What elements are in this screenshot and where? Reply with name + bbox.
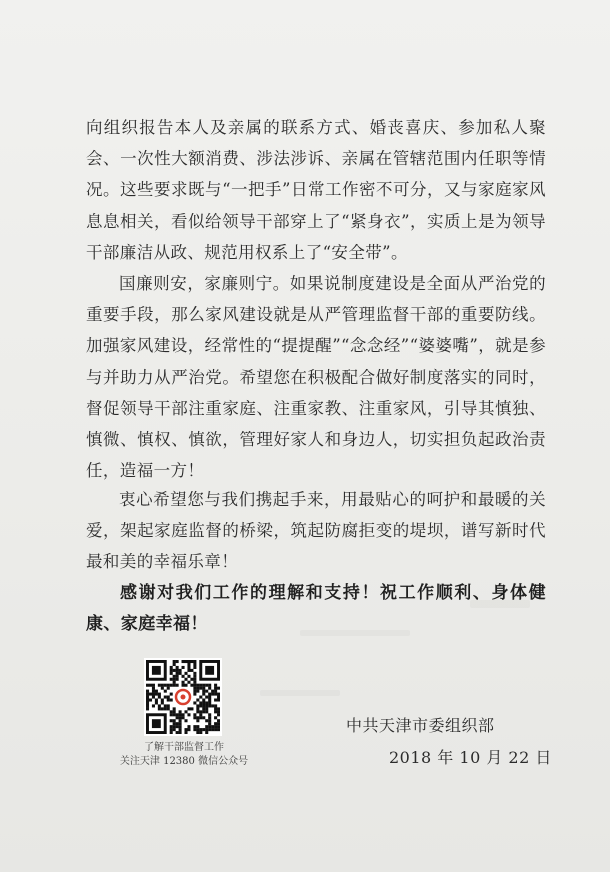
qr-module: [179, 725, 182, 728]
qr-module: [152, 696, 155, 699]
qr-module: [208, 693, 211, 696]
qr-module: [179, 719, 182, 722]
qr-module: [170, 684, 173, 687]
qr-module: [199, 710, 202, 713]
qr-module: [199, 716, 202, 719]
qr-module: [176, 678, 179, 681]
qr-finder-pattern: [205, 666, 214, 675]
qr-module: [214, 698, 217, 701]
qr-module: [164, 704, 167, 707]
letter-paragraph-1: 向组织报告本人及亲属的联系方式、婚丧喜庆、参加私人聚会、一次性大额消费、涉法涉诉、亲属在管辖范围内任职等情况。这些要求既与“一把手”日常工作密不可分，又与家庭家风息息相关，看似给领导干部穿上了“紧身衣”，实质上是为领导干部廉洁从政、规范用权系上了“安全带”。: [86, 118, 546, 262]
qr-module: [164, 684, 167, 687]
qr-module: [193, 728, 196, 731]
show-through-mark: [260, 690, 340, 696]
qr-module: [190, 684, 193, 687]
qr-module: [173, 684, 176, 687]
qr-module: [182, 713, 185, 716]
qr-module: [149, 684, 152, 687]
qr-module: [208, 716, 211, 719]
qr-finder-pattern: [152, 666, 161, 675]
qr-module: [193, 690, 196, 693]
qr-module: [146, 701, 149, 704]
qr-module: [193, 713, 196, 716]
qr-module: [164, 707, 167, 710]
qr-module: [187, 675, 190, 678]
qr-module: [217, 725, 220, 728]
qr-module: [179, 669, 182, 672]
qr-module: [187, 728, 190, 731]
qr-module: [173, 728, 176, 731]
qr-module: [152, 687, 155, 690]
qr-module: [187, 663, 190, 666]
qr-module: [161, 701, 164, 704]
qr-module: [155, 690, 158, 693]
qr-module: [205, 704, 208, 707]
qr-module: [184, 710, 187, 713]
qr-module: [155, 693, 158, 696]
qr-module: [193, 675, 196, 678]
qr-module: [173, 722, 176, 725]
qr-module: [146, 704, 149, 707]
qr-module: [190, 669, 193, 672]
qr-module: [170, 710, 173, 713]
qr-module: [149, 698, 152, 701]
qr-module: [176, 672, 179, 675]
qr-module: [217, 728, 220, 731]
qr-module: [211, 693, 214, 696]
qr-module: [199, 704, 202, 707]
qr-module: [205, 701, 208, 704]
qr-module: [173, 725, 176, 728]
qr-module: [158, 704, 161, 707]
qr-module: [179, 710, 182, 713]
qr-module: [202, 690, 205, 693]
qr-caption-line-1: 了解干部监督工作: [144, 742, 224, 753]
qr-module: [176, 684, 179, 687]
qr-module: [176, 660, 179, 663]
qr-module: [170, 728, 173, 731]
qr-module: [158, 707, 161, 710]
closing-greeting: 感谢对我们工作的理解和支持！祝工作顺利、身体健康、家庭幸福！: [86, 583, 546, 635]
qr-module: [167, 687, 170, 690]
qr-module: [190, 678, 193, 681]
qr-module: [196, 719, 199, 722]
qr-module: [217, 719, 220, 722]
qr-module: [176, 713, 179, 716]
qr-module: [193, 672, 196, 675]
qr-module: [202, 701, 205, 704]
qr-module: [173, 678, 176, 681]
qr-module: [179, 722, 182, 725]
qr-module: [173, 669, 176, 672]
qr-module: [161, 687, 164, 690]
qr-module: [155, 698, 158, 701]
qr-module: [196, 698, 199, 701]
qr-module: [146, 696, 149, 699]
qr-module: [152, 690, 155, 693]
qr-module: [187, 660, 190, 663]
qr-module: [173, 681, 176, 684]
qr-module: [187, 669, 190, 672]
qr-module: [217, 713, 220, 716]
qr-module: [217, 693, 220, 696]
qr-module: [202, 684, 205, 687]
qr-module: [167, 704, 170, 707]
qr-center-logo-dot: [181, 695, 186, 700]
qr-module: [193, 716, 196, 719]
qr-module: [199, 713, 202, 716]
qr-module: [193, 678, 196, 681]
qr-module: [152, 704, 155, 707]
qr-module: [164, 690, 167, 693]
qr-module: [199, 731, 202, 734]
qr-module: [217, 698, 220, 701]
qr-module: [205, 707, 208, 710]
qr-module: [214, 704, 217, 707]
qr-module: [214, 687, 217, 690]
qr-module: [196, 690, 199, 693]
qr-module: [182, 660, 185, 663]
qr-module: [182, 684, 185, 687]
qr-module: [158, 696, 161, 699]
qr-module: [187, 681, 190, 684]
qr-module: [217, 722, 220, 725]
qr-module: [184, 728, 187, 731]
qr-module: [205, 731, 208, 734]
qr-module: [146, 698, 149, 701]
qr-module: [170, 666, 173, 669]
qr-module: [176, 725, 179, 728]
qr-module: [182, 675, 185, 678]
letter-paragraph-3: 衷心希望您与我们携起手来，用最贴心的呵护和最暖的关爱，架起家庭监督的桥梁，筑起防腐拒变的堤坝，谱写新时代最和美的幸福乐章！: [86, 490, 546, 572]
qr-module: [214, 707, 217, 710]
qr-module: [196, 725, 199, 728]
qr-module: [196, 687, 199, 690]
qr-module: [214, 710, 217, 713]
qr-module: [205, 710, 208, 713]
qr-module: [158, 684, 161, 687]
qr-module: [193, 660, 196, 663]
qr-module: [217, 696, 220, 699]
qr-module: [164, 696, 167, 699]
qr-module: [196, 728, 199, 731]
qr-finder-pattern: [152, 719, 161, 728]
qr-module: [170, 669, 173, 672]
qr-module: [179, 731, 182, 734]
qr-module: [217, 707, 220, 710]
qr-module: [193, 725, 196, 728]
qr-module: [199, 684, 202, 687]
qr-module: [202, 710, 205, 713]
qr-module: [161, 707, 164, 710]
qr-module: [182, 716, 185, 719]
qr-module: [170, 698, 173, 701]
qr-module: [187, 707, 190, 710]
qr-module: [214, 684, 217, 687]
qr-module: [173, 675, 176, 678]
qr-module: [214, 725, 217, 728]
qr-module: [167, 684, 170, 687]
qr-module: [217, 687, 220, 690]
qr-module: [205, 690, 208, 693]
qr-module: [193, 687, 196, 690]
qr-module: [208, 698, 211, 701]
qr-module: [176, 716, 179, 719]
qr-module: [170, 678, 173, 681]
qr-module: [208, 687, 211, 690]
letter-paragraph-2: 国廉则安，家廉则宁。如果说制度建设是全面从严治党的重要手段，那么家风建设就是从严管理监督干部的重要防线。加强家风建设，经常性的“提提醒”“念念经”“婆婆嘴”，就是参与并助力从严治党。希望您在积极配合做好制度落实的同时，督促领导干部注重家庭、注重家教、注重家风，引导其慎独、慎微、慎权、慎欲，管理好家人和身边人，切实担负起政治责任，造福一方！: [86, 274, 546, 481]
qr-module: [208, 684, 211, 687]
qr-module: [170, 731, 173, 734]
qr-module: [149, 693, 152, 696]
qr-module: [214, 690, 217, 693]
qr-module: [208, 725, 211, 728]
qr-module: [208, 696, 211, 699]
qr-module: [184, 731, 187, 734]
qr-module: [184, 672, 187, 675]
qr-module: [176, 675, 179, 678]
qr-module: [199, 701, 202, 704]
qr-module: [208, 728, 211, 731]
qr-module: [193, 681, 196, 684]
qr-module: [161, 698, 164, 701]
qr-module: [199, 696, 202, 699]
qr-module: [196, 710, 199, 713]
qr-module: [193, 701, 196, 704]
qr-module: [182, 666, 185, 669]
qr-module: [173, 713, 176, 716]
qr-module: [167, 696, 170, 699]
qr-module: [179, 716, 182, 719]
qr-module: [193, 666, 196, 669]
qr-module: [170, 719, 173, 722]
qr-module: [184, 678, 187, 681]
qr-module: [170, 725, 173, 728]
qr-module: [202, 698, 205, 701]
qr-module: [155, 701, 158, 704]
qr-module: [196, 716, 199, 719]
qr-module: [208, 704, 211, 707]
qr-module: [211, 725, 214, 728]
qr-module: [187, 725, 190, 728]
qr-code-image: [146, 660, 220, 734]
qr-module: [211, 690, 214, 693]
qr-module: [176, 731, 179, 734]
qr-module: [205, 719, 208, 722]
signature-organization: 中共天津市委组织部: [346, 716, 495, 735]
qr-module: [202, 693, 205, 696]
qr-module: [179, 728, 182, 731]
qr-module: [217, 710, 220, 713]
qr-module: [211, 704, 214, 707]
qr-caption-line-2: 关注天津 12380 微信公众号: [119, 756, 249, 767]
qr-module: [158, 693, 161, 696]
qr-module: [196, 707, 199, 710]
qr-module: [202, 728, 205, 731]
qr-module: [170, 713, 173, 716]
qr-module: [205, 728, 208, 731]
qr-module: [199, 728, 202, 731]
qr-module: [173, 719, 176, 722]
qr-module: [193, 693, 196, 696]
qr-module: [152, 684, 155, 687]
qr-module: [146, 684, 149, 687]
qr-module: [176, 669, 179, 672]
qr-module: [202, 716, 205, 719]
qr-module: [208, 701, 211, 704]
qr-module: [179, 672, 182, 675]
qr-module: [173, 660, 176, 663]
qr-module: [214, 693, 217, 696]
qr-module: [173, 707, 176, 710]
qr-module: [173, 710, 176, 713]
qr-module: [193, 684, 196, 687]
qr-module: [170, 693, 173, 696]
qr-module: [196, 731, 199, 734]
signature-date: 2018 年 10 月 22 日: [389, 748, 552, 767]
qr-module: [170, 672, 173, 675]
qr-module: [182, 681, 185, 684]
qr-module: [211, 728, 214, 731]
qr-module: [179, 713, 182, 716]
qr-module: [184, 719, 187, 722]
qr-module: [214, 716, 217, 719]
qr-module: [184, 660, 187, 663]
qr-module: [208, 719, 211, 722]
qr-module: [202, 704, 205, 707]
qr-module: [187, 713, 190, 716]
qr-module: [208, 722, 211, 725]
qr-module: [205, 725, 208, 728]
qr-module: [146, 693, 149, 696]
qr-module: [146, 707, 149, 710]
qr-module: [167, 698, 170, 701]
qr-code[interactable]: [144, 658, 222, 736]
qr-module: [214, 728, 217, 731]
qr-module: [190, 660, 193, 663]
qr-module: [184, 684, 187, 687]
qr-module: [205, 696, 208, 699]
qr-module: [190, 707, 193, 710]
qr-module: [214, 722, 217, 725]
qr-module: [199, 687, 202, 690]
qr-module: [167, 707, 170, 710]
qr-module: [176, 722, 179, 725]
qr-module: [208, 713, 211, 716]
qr-module: [205, 684, 208, 687]
qr-module: [187, 666, 190, 669]
qr-module: [146, 690, 149, 693]
qr-module: [173, 663, 176, 666]
qr-module: [196, 684, 199, 687]
qr-module: [152, 693, 155, 696]
qr-module: [161, 684, 164, 687]
qr-module: [196, 704, 199, 707]
qr-module: [193, 663, 196, 666]
qr-module: [176, 666, 179, 669]
qr-module: [202, 707, 205, 710]
qr-module: [202, 687, 205, 690]
